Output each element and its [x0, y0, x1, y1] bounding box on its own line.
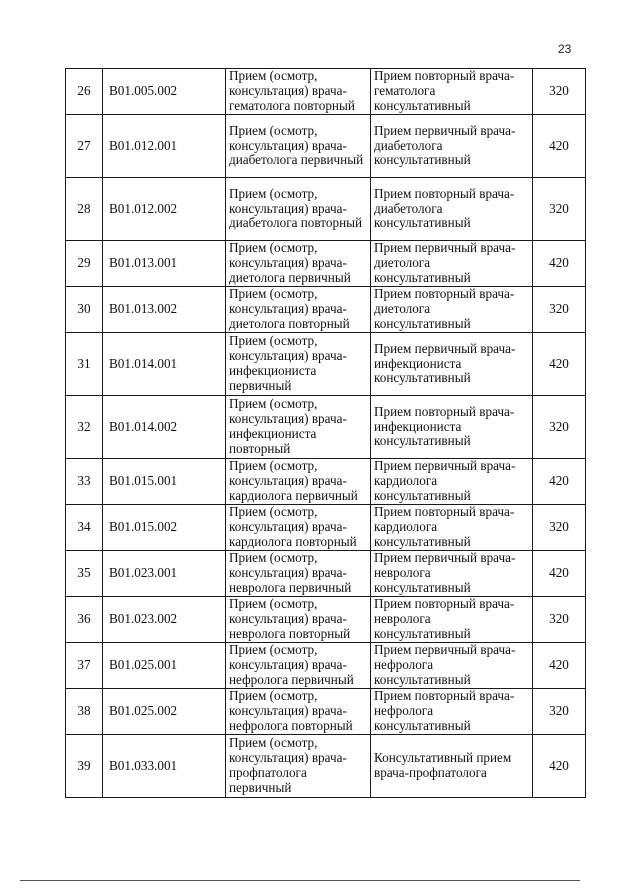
table-row [66, 178, 586, 241]
table-row [66, 115, 586, 178]
service-description: Прием повторный врача-гематолога консультативный [371, 69, 533, 115]
service-price: 420 [533, 241, 586, 287]
row-number: 31 [66, 333, 103, 396]
service-code: B01.013.002 [103, 287, 226, 333]
service-name: Прием (осмотр, консультация) врача-нефролога первичный [226, 643, 371, 689]
table-row [66, 287, 586, 333]
table-row [66, 597, 586, 643]
table-row [66, 396, 586, 459]
service-name: Прием (осмотр, консультация) врача-гематолога повторный [226, 69, 371, 115]
service-name: Прием (осмотр, консультация) врача-диабетолога первичный [226, 115, 371, 178]
service-code: B01.015.002 [103, 505, 226, 551]
service-name: Прием (осмотр, консультация) врача-инфекциониста первичный [226, 333, 371, 396]
service-price: 320 [533, 396, 586, 459]
service-description: Прием повторный врача-диетолога консультативный [371, 287, 533, 333]
service-description: Прием первичный врача-нефролога консультативный [371, 643, 533, 689]
service-description: Прием повторный врача-диабетолога консультативный [371, 178, 533, 241]
service-description: Прием повторный врача-инфекциониста консультативный [371, 396, 533, 459]
row-number: 35 [66, 551, 103, 597]
price-list-table [65, 68, 586, 798]
service-price: 420 [533, 551, 586, 597]
service-price: 320 [533, 689, 586, 735]
price-list-body [66, 69, 586, 798]
service-code: B01.014.001 [103, 333, 226, 396]
table-row [66, 459, 586, 505]
service-name: Прием (осмотр, консультация) врача-нефролога повторный [226, 689, 371, 735]
service-description: Консультативный прием врача-профпатолога [371, 735, 533, 798]
service-code: B01.023.002 [103, 597, 226, 643]
table-row [66, 333, 586, 396]
service-description: Прием повторный врача-кардиолога консультативный [371, 505, 533, 551]
service-code: B01.013.001 [103, 241, 226, 287]
row-number: 30 [66, 287, 103, 333]
service-code: B01.015.001 [103, 459, 226, 505]
service-name: Прием (осмотр, консультация) врача-кардиолога повторный [226, 505, 371, 551]
service-description: Прием первичный врача-невролога консультативный [371, 551, 533, 597]
row-number: 39 [66, 735, 103, 798]
row-number: 26 [66, 69, 103, 115]
service-description: Прием первичный врача-диабетолога консультативный [371, 115, 533, 178]
service-description: Прием повторный врача-нефролога консультативный [371, 689, 533, 735]
service-description: Прием повторный врача-невролога консультативный [371, 597, 533, 643]
row-number: 29 [66, 241, 103, 287]
row-number: 28 [66, 178, 103, 241]
service-code: B01.025.001 [103, 643, 226, 689]
service-code: B01.033.001 [103, 735, 226, 798]
row-number: 36 [66, 597, 103, 643]
service-code: B01.025.002 [103, 689, 226, 735]
service-price: 420 [533, 115, 586, 178]
service-description: Прием первичный врача-диетолога консультативный [371, 241, 533, 287]
service-name: Прием (осмотр, консультация) врача-диетолога повторный [226, 287, 371, 333]
table-row [66, 689, 586, 735]
table-row [66, 505, 586, 551]
service-name: Прием (осмотр, консультация) врача-инфекциониста повторный [226, 396, 371, 459]
service-price: 320 [533, 287, 586, 333]
row-number: 32 [66, 396, 103, 459]
table-row [66, 69, 586, 115]
table-row [66, 735, 586, 798]
row-number: 34 [66, 505, 103, 551]
service-price: 420 [533, 333, 586, 396]
service-code: B01.023.001 [103, 551, 226, 597]
service-price: 320 [533, 505, 586, 551]
service-price: 320 [533, 69, 586, 115]
service-code: B01.012.002 [103, 178, 226, 241]
row-number: 27 [66, 115, 103, 178]
footer-rule [20, 880, 580, 881]
service-price: 420 [533, 735, 586, 798]
service-name: Прием (осмотр, консультация) врача-невролога первичный [226, 551, 371, 597]
page-number: 23 [558, 42, 572, 56]
service-price: 420 [533, 459, 586, 505]
table-row [66, 643, 586, 689]
service-name: Прием (осмотр, консультация) врача-диабетолога повторный [226, 178, 371, 241]
service-name: Прием (осмотр, консультация) врача-профпатолога первичный [226, 735, 371, 798]
service-code: B01.014.002 [103, 396, 226, 459]
row-number: 38 [66, 689, 103, 735]
row-number: 33 [66, 459, 103, 505]
row-number: 37 [66, 643, 103, 689]
service-description: Прием первичный врача-инфекциониста консультативный [371, 333, 533, 396]
table-row [66, 241, 586, 287]
service-price: 420 [533, 643, 586, 689]
service-code: B01.012.001 [103, 115, 226, 178]
service-code: B01.005.002 [103, 69, 226, 115]
service-price: 320 [533, 178, 586, 241]
table-row [66, 551, 586, 597]
service-name: Прием (осмотр, консультация) врача-диетолога первичный [226, 241, 371, 287]
service-description: Прием первичный врача-кардиолога консультативный [371, 459, 533, 505]
service-name: Прием (осмотр, консультация) врача-кардиолога первичный [226, 459, 371, 505]
service-price: 320 [533, 597, 586, 643]
service-name: Прием (осмотр, консультация) врача-невролога повторный [226, 597, 371, 643]
